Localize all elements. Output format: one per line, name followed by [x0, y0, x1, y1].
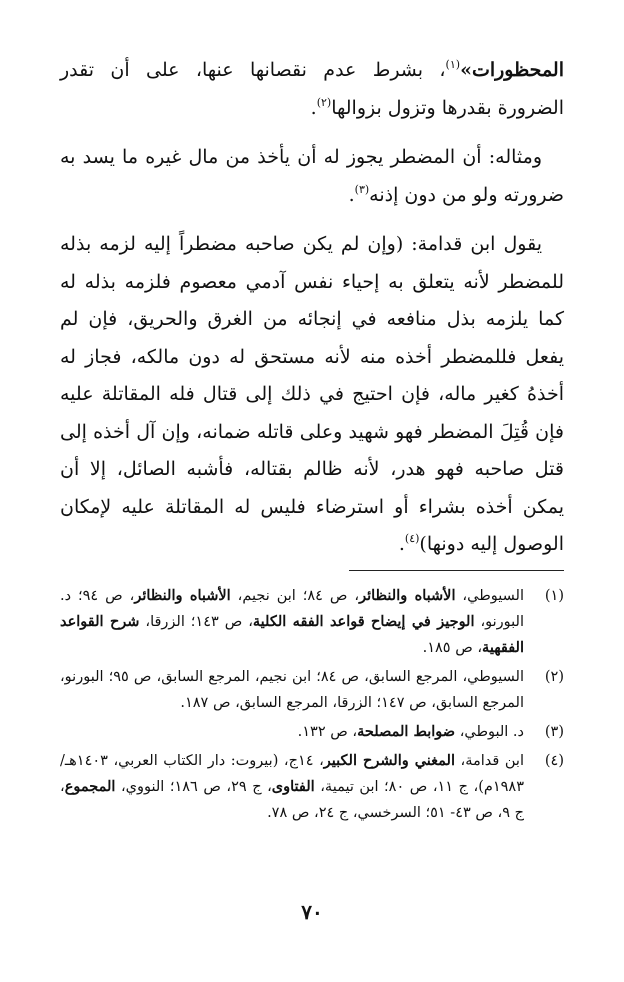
footnote-ref-3[interactable]: (٣) — [354, 182, 370, 196]
footnote-ref-2[interactable]: (٢) — [316, 95, 332, 109]
footnote-1 — [60, 583, 564, 661]
paragraph-3-end: . — [398, 533, 405, 555]
book-title: الوجيز في إيضاح قواعد الفقه الكلية — [252, 613, 475, 630]
footnote-3 — [60, 719, 564, 745]
paragraph-2 — [60, 139, 564, 214]
book-title: الأشباه والنظائر — [134, 587, 231, 604]
footnote-number: (٤) — [544, 753, 564, 769]
footnote-ref-4[interactable]: (٤) — [404, 532, 420, 545]
book-title: ضوابط المصلحة — [357, 723, 456, 740]
paragraph-3-text: يقول ابن قدامة: (وإن لم يكن صاحبه مضطراً إليه لزمه بذله للمضطر لأنه يتعلق به إحياء نفس آدمي معصوم فلزمه بذله له كما يلزمه بذل منافعه في إنجائه من الغرق والحريق، فإن لم يفعل فللمضطر أخذه منه لأنه مستحق له دون مالكه، فجاز له أخذهُ كغير ماله، فإن احتيج في ذلك إلى قتال فله المقاتلة عليه فإن قُتِلَ المضطر فهو شهيد وعلى قاتله ضمانه، وإن آل أخذه إلى قتل صاحبه فهو هدر، لأنه ظالم بقتاله، فأشبه الصائل، إلا أن يمكن أخذه بشراء أو استرضاء فليس له المقاتلة عليه لإمكان الوصول إليه دونها) — [60, 233, 564, 555]
book-title: المجموع — [64, 778, 116, 795]
footnote-number: (٢) — [544, 669, 564, 685]
page-number: ٧٠ — [301, 900, 323, 924]
paragraph-2-end: . — [348, 183, 355, 206]
footnote-text: السيوطي، الأشباه والنظائر، ص ٨٤؛ ابن نجيم، الأشباه والنظائر، ص ٩٤؛ د. البورنو، الوجيز في إيضاح قواعد الفقه الكلية، ص ١٤٣؛ الزرقا، شرح القواعد الفقهية، ص ١٨٥. — [60, 587, 524, 656]
footnote-number: (٣) — [544, 724, 564, 740]
footnotes — [60, 583, 564, 829]
footnote-text: د. البوطي، ضوابط المصلحة، ص ١٣٢. — [297, 723, 524, 740]
footnote-text: السيوطي، المرجع السابق، ص ٨٤؛ ابن نجيم، المرجع السابق، ص ٩٥؛ البورنو، المرجع السابق، ص ١٤٧؛ الزرقا، المرجع السابق، ص ١٨٧. — [60, 669, 524, 711]
paragraph-3 — [60, 226, 564, 564]
book-title: الفتاوى — [271, 778, 315, 795]
footnote-number: (١) — [544, 588, 564, 604]
footnote-4 — [60, 748, 564, 826]
bold-term: المحظورات» — [460, 59, 564, 81]
book-title: المغني والشرح الكبير — [323, 752, 455, 769]
paragraph-1-text: ، بشرط عدم نقصانها عنها، على أن تقدر الضرورة بقدرها وتزول بزوالها — [60, 59, 564, 119]
footnote-text: ابن قدامة، المغني والشرح الكبير، ١٤ج، (بيروت: دار الكتاب العربي، ١٤٠٣هـ/١٩٨٣م)، ج ١١، ص ٨٠؛ ابن تيمية، الفتاوى، ج ٢٩، ص ١٨٦؛ النووي، المجموع، ج ٩، ص ٤٣- ٥١؛ السرخسي، ج ٢٤، ص ٧٨. — [60, 752, 524, 821]
book-title: الأشباه والنظائر — [359, 587, 456, 604]
footnote-2 — [60, 664, 564, 716]
footnote-ref-1[interactable]: (١) — [445, 58, 461, 71]
book-title: شرح القواعد الفقهية — [60, 613, 524, 656]
paragraph-1-end: . — [310, 96, 317, 119]
main-text — [60, 52, 564, 564]
footnote-divider — [349, 570, 564, 571]
paragraph-2-text: ومثاله: أن المضطر يجوز له أن يأخذ من مال غيره ما يسد به ضرورته ولو من دون إذنه — [60, 146, 564, 206]
paragraph-1 — [60, 52, 564, 127]
